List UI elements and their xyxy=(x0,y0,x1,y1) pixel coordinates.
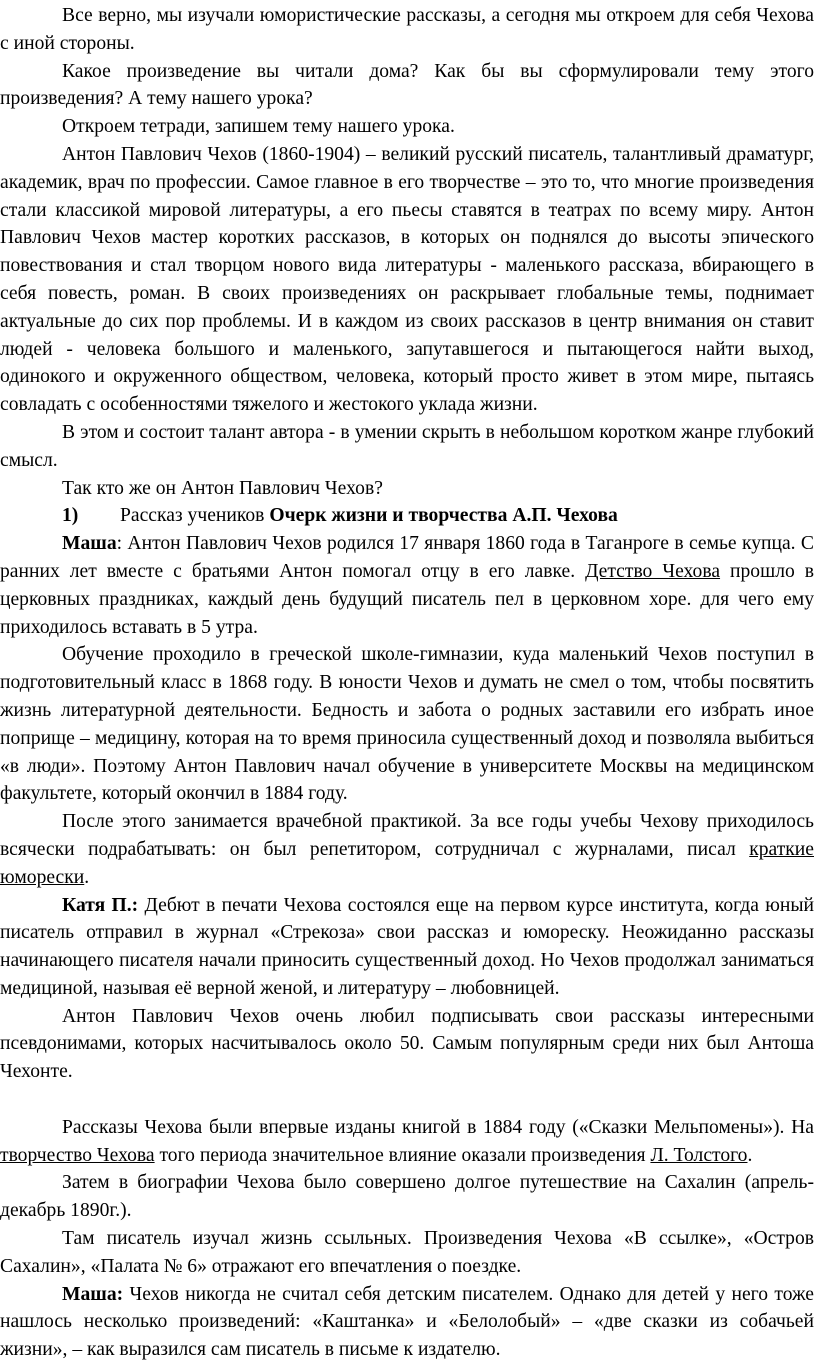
paragraph-text: Чехов никогда не считал себя детским писателем. Однако для детей у него тоже нашлось несколько произведений: «Каштанка» и «Белолобый» – «две сказки из собачьей жизни», – как выразился сам писатель в письме к издателю. xyxy=(0,1283,814,1361)
list-item-number: 1) xyxy=(62,505,79,527)
link-short-humoresques[interactable]: краткие юморески xyxy=(0,838,814,888)
paragraph-sakhalin-trip: Затем в биографии Чехова было совершено долгое путешествие на Сахалин (апрель-декабрь 1890г.). xyxy=(0,1172,814,1222)
paragraph-text: прошло в церковных праздниках, каждый день будущий писатель пел в церковном хоре. для чего ему приходилось вставать в 5 утра. xyxy=(0,560,814,638)
link-chekhov-childhood[interactable]: Детство Чехова xyxy=(585,560,721,582)
list-item-prefix: Рассказ учеников xyxy=(120,505,270,527)
paragraph-first-book xyxy=(0,1114,814,1170)
paragraph-questions: Какое произведение вы читали дома? Как бы вы сформулировали тему этого произведения? А тему нашего урока? xyxy=(0,60,814,110)
paragraph-text: того периода значительное влияние оказали произведения xyxy=(154,1144,651,1166)
list-item-student-story xyxy=(0,502,814,530)
speaker-label: Катя П.: xyxy=(62,894,139,916)
paragraph-intro: Все верно, мы изучали юмористические рассказы, а сегодня мы откроем для себя Чехова с иной стороны. xyxy=(0,5,814,54)
speaker-label: Маша xyxy=(62,533,117,555)
paragraph-katya-debut xyxy=(0,892,814,1003)
paragraph-education: Обучение проходило в греческой школе-гимназии, куда маленький Чехов поступил в подготовительный класс в 1868 году. В юности Чехов и думать не смел о том, чтобы посвятить жизнь литературной деятельности. Бедность и забота о родных заставили его избрать иное поприще – медицину, которая на то время приносила существенный доход и позволяла выбиться «в люди». Поэтому Антон Павлович начал обучение в университете Москвы на медицинском факультете, который окончил в 1884 году. xyxy=(0,644,814,805)
list-item-title: Очерк жизни и творчества А.П. Чехова xyxy=(269,505,618,527)
speaker-label: Маша: xyxy=(62,1283,124,1305)
paragraph-text: Рассказы Чехова были впервые изданы книгой в 1884 году («Сказки Мельпомены»). На xyxy=(62,1116,814,1138)
paragraph-masha-childhood xyxy=(0,530,814,641)
paragraph-pseudonyms: Антон Павлович Чехов очень любил подписывать свои рассказы интересными псевдонимами, которых насчитывалось около 50. Самым популярным среди них был Антоша Чехонте. xyxy=(0,1005,814,1083)
paragraph-text: После этого занимается врачебной практикой. За все годы учебы Чехову приходилось всячески подрабатывать: он был репетитором, сотрудничал с журналами, писал xyxy=(0,811,814,860)
paragraph-who-is-chekhov: Так кто же он Антон Павлович Чехов? xyxy=(62,477,383,499)
paragraph-notebooks: Откроем тетради, запишем тему нашего урока. xyxy=(62,116,455,138)
paragraph-text: . xyxy=(747,1144,753,1166)
paragraph-text: . xyxy=(84,866,90,888)
paragraph-chekhov-overview: Антон Павлович Чехов (1860-1904) – великий русский писатель, талантливый драматург, академик, врач по профессии. Самое главное в его творчестве – это то, что многие произведения стали классикой мировой литературы, а его пьесы ставятся в театрах по всему миру. Антон Павлович Чехов мастер коротких рассказов, в которых он поднялся до высоты эпического повествования и стал творцом нового вида литературы - маленького рассказа, вбирающего в себя повесть, роман. В своих произведениях он раскрывает глобальные темы, поднимает актуальные до сих пор проблемы. И в каждом из своих рассказов в центр внимания он ставит людей - человека большого и маленького, запутавшегося и пытающегося найти выход, одинокого и окруженного обществом, человека, который просто живет в этом мире, пытаясь совладать с особенностями тяжелого и жестокого уклада жизни. xyxy=(0,143,814,416)
paragraph-text: Дебют в печати Чехова состоялся еще на первом курсе института, когда юный писатель отправил в журнал «Стрекоза» свои рассказ и юмореску. Неожиданно рассказы начинающего писателя начали приносить существенный доход. Но Чехов продолжал заниматься медициной, называя её верной женой, и литературу – любовницей. xyxy=(0,894,814,999)
paragraph-medical-practice xyxy=(0,808,814,891)
paragraph-masha-children xyxy=(0,1281,814,1364)
link-tolstoy[interactable]: Л. Толстого xyxy=(650,1144,748,1166)
paragraph-text: : Антон Павлович Чехов родился 17 января 1860 года в Таганроге в семье купца. С ранних лет вместе с братьями Антон помогал отцу в его лавке. xyxy=(0,533,814,582)
paragraph-talent: В этом и состоит талант автора - в умении скрыть в небольшом коротком жанре глубокий смысл. xyxy=(0,421,814,471)
link-chekhov-works[interactable]: творчество Чехова xyxy=(0,1144,155,1166)
paragraph-sakhalin-works: Там писатель изучал жизнь ссыльных. Произведения Чехова «В ссылке», «Остров Сахалин», «Палата № 6» отражают его впечатления о поездке. xyxy=(0,1228,814,1277)
